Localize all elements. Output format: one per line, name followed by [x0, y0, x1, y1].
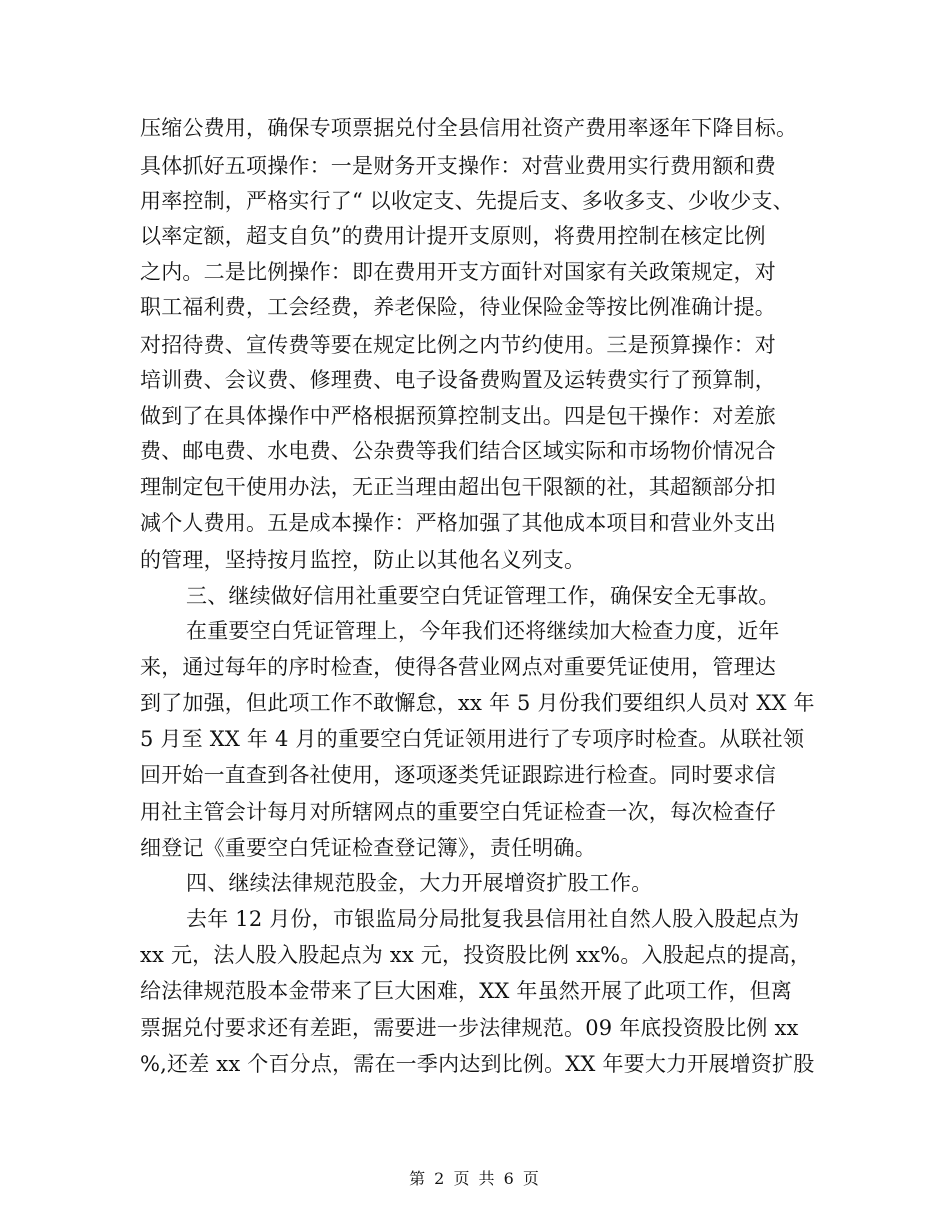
body-line: %,还差 xx 个百分点，需在一季内达到比例。XX 年要大力开展增资扩股 [140, 1052, 815, 1076]
body-line: 票据兑付要求还有差距，需要进一步法律规范。09 年底投资股比例 xx [140, 1016, 799, 1040]
body-line: 细登记《重要空白凭证检查登记簿》，责任明确。 [140, 836, 596, 860]
page-number: 第 2 页 共 6 页 [409, 1169, 541, 1188]
body-line: xx 元，法人股入股起点为 xx 元，投资股比例 xx%。入股起点的提高， [140, 943, 812, 967]
body-line: 理制定包干使用办法，无正当理由超出包干限额的社，其超额部分扣 [140, 475, 776, 499]
body-line: 用社主管会计每月对所辖网点的重要空白凭证检查一次，每次检查仔 [140, 800, 776, 824]
body-line: 回开始一直查到各社使用，逐项逐类凭证跟踪进行检查。同时要求信 [140, 763, 776, 787]
body-line: 压缩公费用，确保专项票据兑付全县信用社资产费用率逐年下降目标。 [140, 116, 798, 140]
section-heading: 四、继续法律规范股金，大力开展增资扩股工作。 [186, 871, 653, 895]
body-line: 用率控制，严格实行了“ 以收定支、先提后支、多收多支、少收少支、 [140, 189, 794, 213]
body-line: 对招待费、宣传费等要在规定比例之内节约使用。三是预算操作：对 [140, 333, 776, 357]
body-line: 培训费、会议费、修理费、电子设备费购置及运转费实行了预算制， [140, 368, 776, 392]
body-line: 5 月至 XX 年 4 月的重要空白凭证领用进行了专项序时检查。从联社领 [140, 727, 805, 751]
body-line: 费、邮电费、水电费、公杂费等我们结合区域实际和市场物价情况合 [140, 439, 776, 463]
body-line: 具体抓好五项操作：一是财务开支操作：对营业费用实行费用额和费 [140, 154, 776, 178]
body-line: 来，通过每年的序时检查，使得各营业网点对重要凭证使用，管理达 [140, 655, 776, 679]
body-line: 到了加强，但此项工作不敢懈怠，xx 年 5 月份我们要组织人员对 XX 年 [140, 691, 815, 715]
body-line: 之内。二是比例操作：即在费用开支方面针对国家有关政策规定，对 [140, 260, 776, 284]
body-line: 以率定额，超支自负”的费用计提开支原则，将费用控制在核定比例 [140, 224, 766, 248]
body-line: 职工福利费，工会经费，养老保险，待业保险金等按比例准确计提。 [140, 295, 776, 319]
body-line: 在重要空白凭证管理上，今年我们还将继续加大检查力度，近年 [186, 619, 780, 643]
body-line: 做到了在具体操作中严格根据预算控制支出。四是包干操作：对差旅 [140, 404, 776, 428]
body-line: 给法律规范股本金带来了巨大困难，XX 年虽然开展了此项工作，但离 [140, 979, 792, 1003]
body-line: 的管理，坚持按月监控，防止以其他名义列支。 [140, 548, 586, 572]
body-line: 去年 12 月份，市银监局分局批复我县信用社自然人股入股起点为 [186, 907, 800, 931]
body-line: 减个人费用。五是成本操作：严格加强了其他成本项目和营业外支出 [140, 511, 776, 535]
section-heading: 三、继续做好信用社重要空白凭证管理工作，确保安全无事故。 [186, 584, 780, 608]
